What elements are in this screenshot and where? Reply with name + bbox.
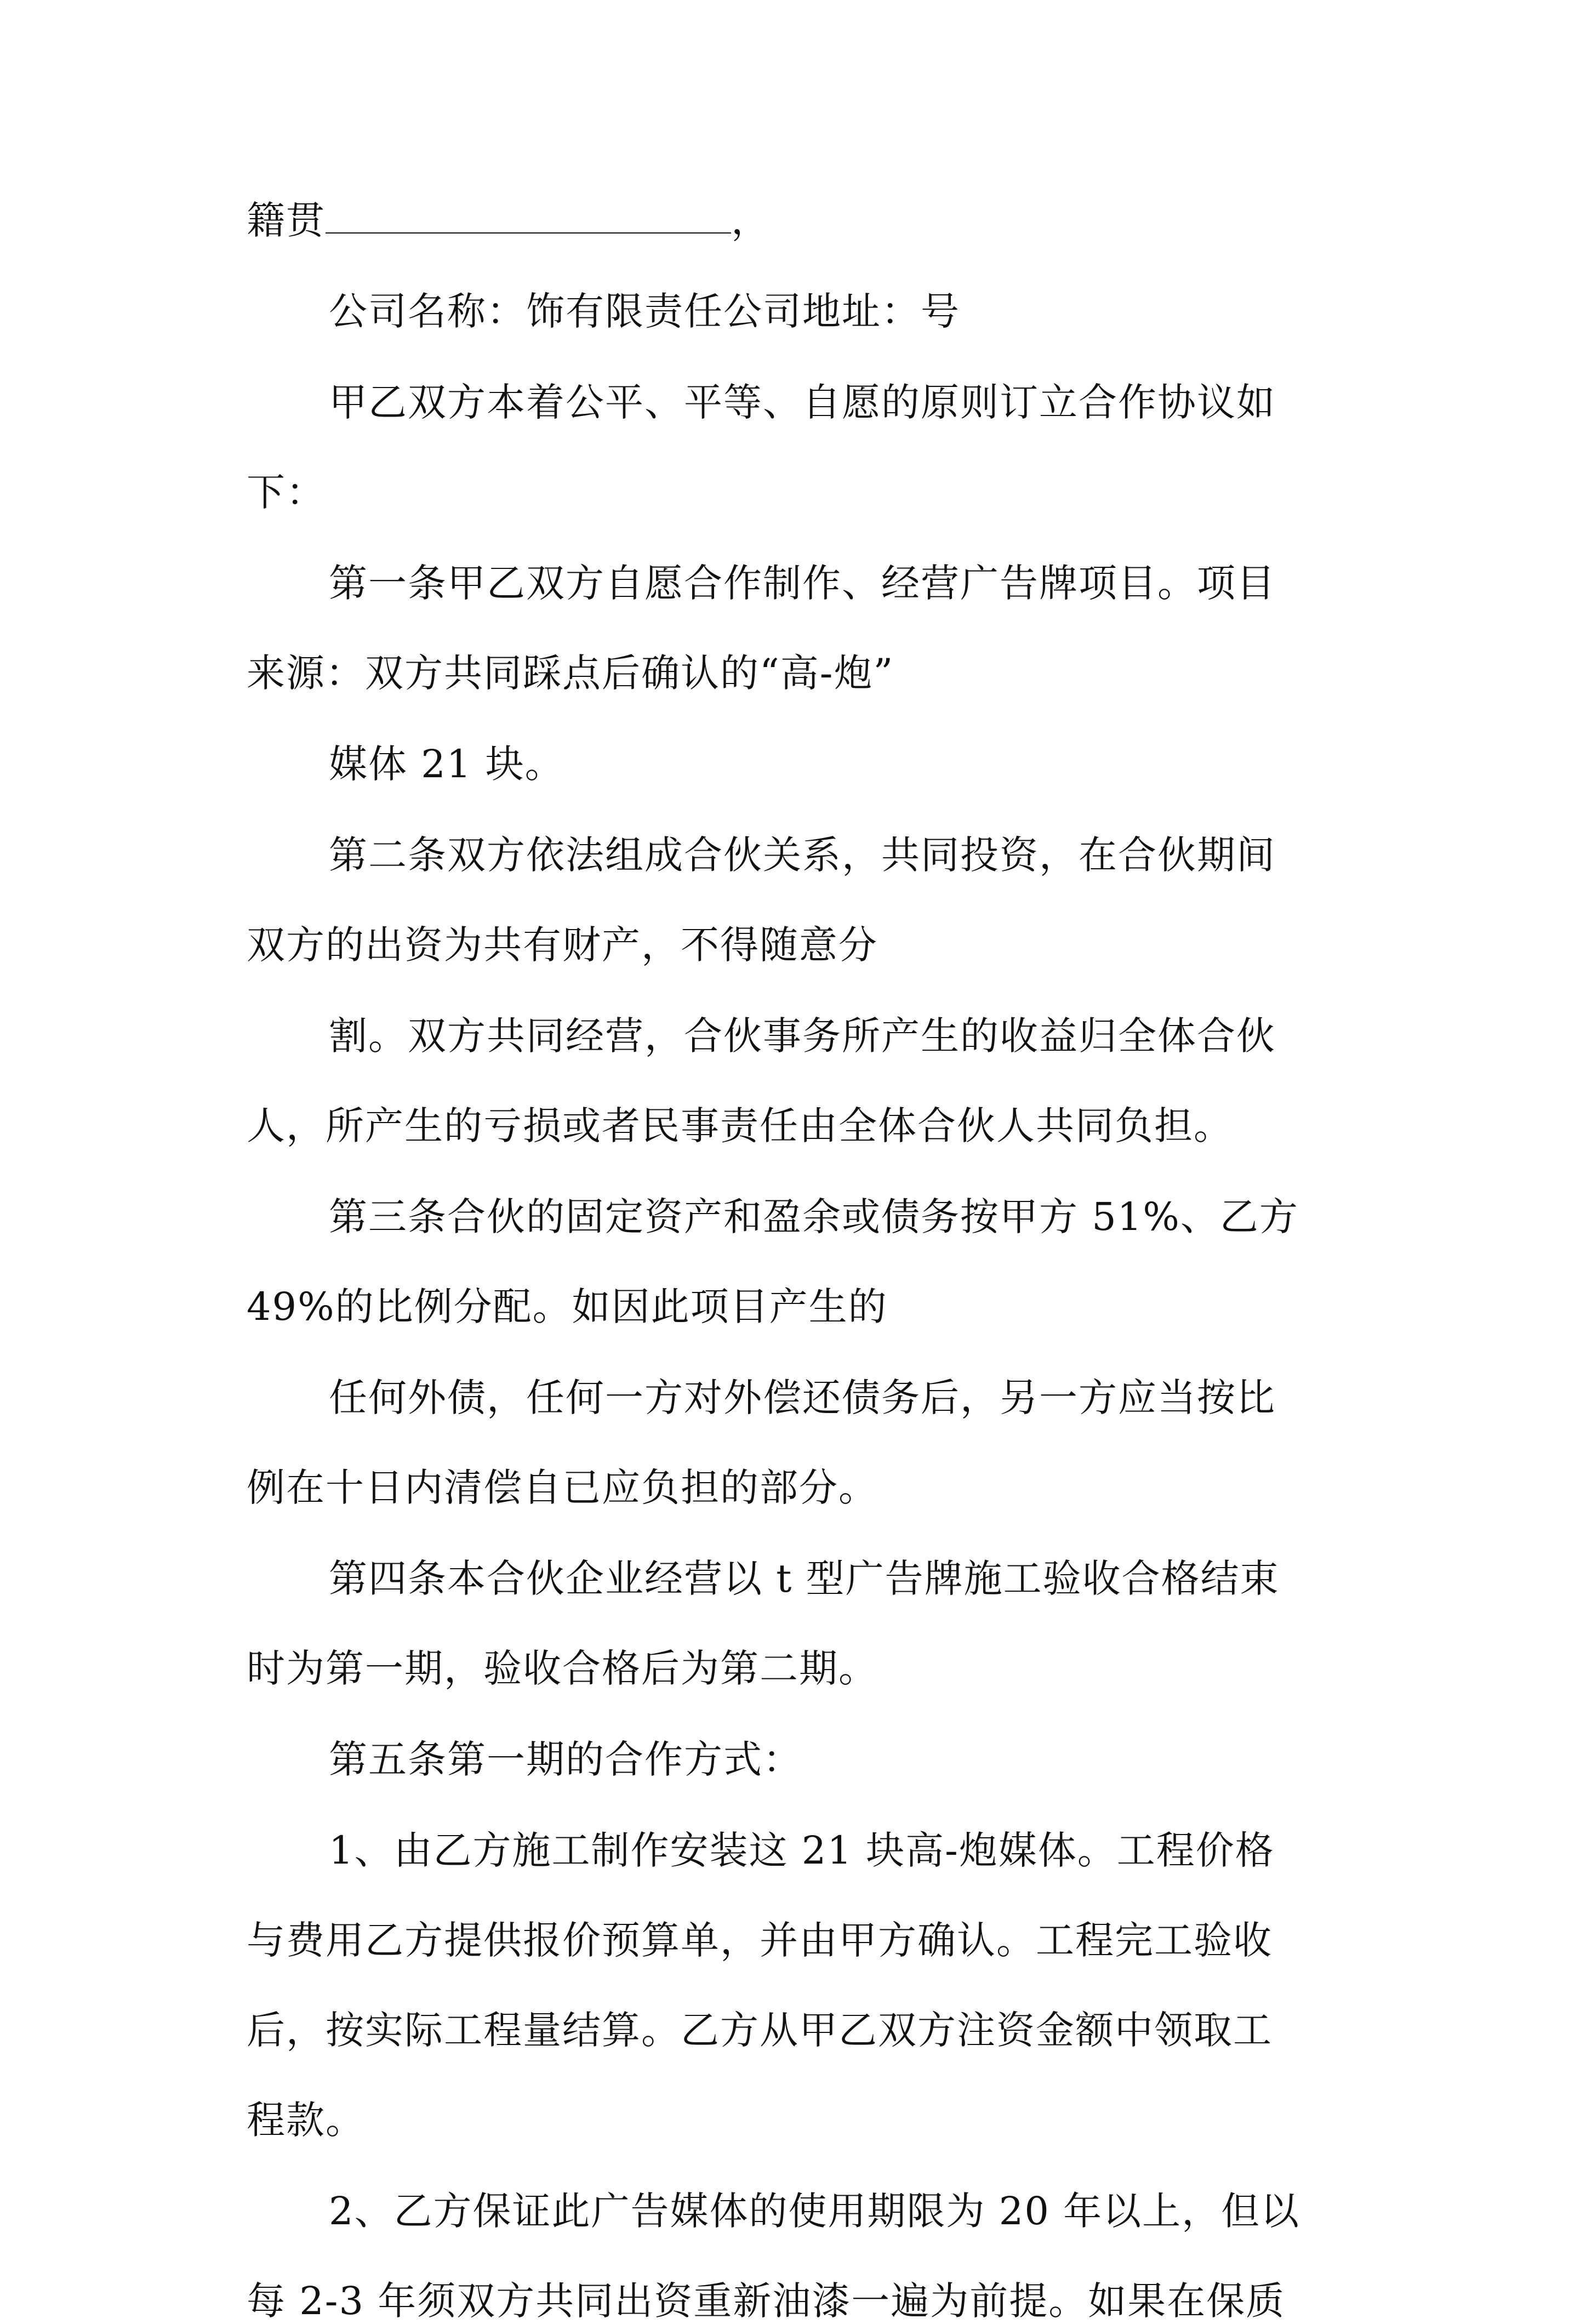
article-2-line-4: 人，所产生的亏损或者民事责任由全体合伙人共同负担。	[247, 1103, 1233, 1148]
article-3-line-4: 例在十日内清偿自已应负担的部分。	[247, 1465, 878, 1510]
clause-1-line-2: 与费用乙方提供报价预算单，并由甲方确认。工程完工验收	[247, 1918, 1273, 1963]
clause-1-line-3: 后，按实际工程量结算。乙方从甲乙双方注资金额中领取工	[247, 2008, 1273, 2053]
article-1-line-1: 第一条甲乙双方自愿合作制作、经营广告牌项目。项目	[329, 561, 1276, 606]
article-1-line-3: 媒体 21 块。	[329, 742, 564, 787]
article-3-line-1: 第三条合伙的固定资产和盈余或债务按甲方 51%、乙方	[329, 1194, 1299, 1239]
company-info-line: 公司名称：饰有限责任公司地址：号	[329, 289, 960, 334]
native-place-comma: ，	[731, 198, 771, 243]
article-2-line-2: 双方的出资为共有财产，不得随意分	[247, 922, 878, 967]
article-3-line-3: 任何外债，任何一方对外偿还债务后，另一方应当按比	[329, 1375, 1276, 1420]
native-place-blank	[326, 200, 731, 233]
native-place-label: 籍贯	[247, 198, 326, 243]
native-place-line	[247, 197, 1365, 243]
clause-2-line-1: 2、乙方保证此广告媒体的使用期限为 20 年以上，但以	[329, 2189, 1300, 2234]
article-4-line-1: 第四条本合伙企业经营以 t 型广告牌施工验收合格结束	[329, 1556, 1280, 1601]
article-5-heading: 第五条第一期的合作方式：	[329, 1737, 802, 1782]
article-2-line-1: 第二条双方依法组成合伙关系，共同投资，在合伙期间	[329, 833, 1276, 878]
contract-body	[247, 197, 1365, 2324]
article-2-line-3: 割。双方共同经营，合伙事务所产生的收益归全体合伙	[329, 1013, 1276, 1058]
clause-1-line-1: 1、由乙方施工制作安装这 21 块高-炮媒体。工程价格	[329, 1828, 1275, 1873]
clause-2-line-2: 每 2-3 年须双方共同出资重新油漆一遍为前提。如果在保质	[247, 2279, 1286, 2323]
article-4-line-2: 时为第一期，验收合格后为第二期。	[247, 1646, 878, 1691]
clause-1-line-4: 程款。	[247, 2098, 365, 2143]
article-1-line-2: 来源：双方共同踩点后确认的“高-炮”	[247, 651, 894, 696]
preamble-line-1: 甲乙双方本着公平、平等、自愿的原则订立合作协议如	[329, 380, 1276, 425]
article-3-line-2: 49%的比例分配。如因此项目产生的	[247, 1284, 888, 1329]
preamble-line-2: 下：	[247, 470, 326, 515]
